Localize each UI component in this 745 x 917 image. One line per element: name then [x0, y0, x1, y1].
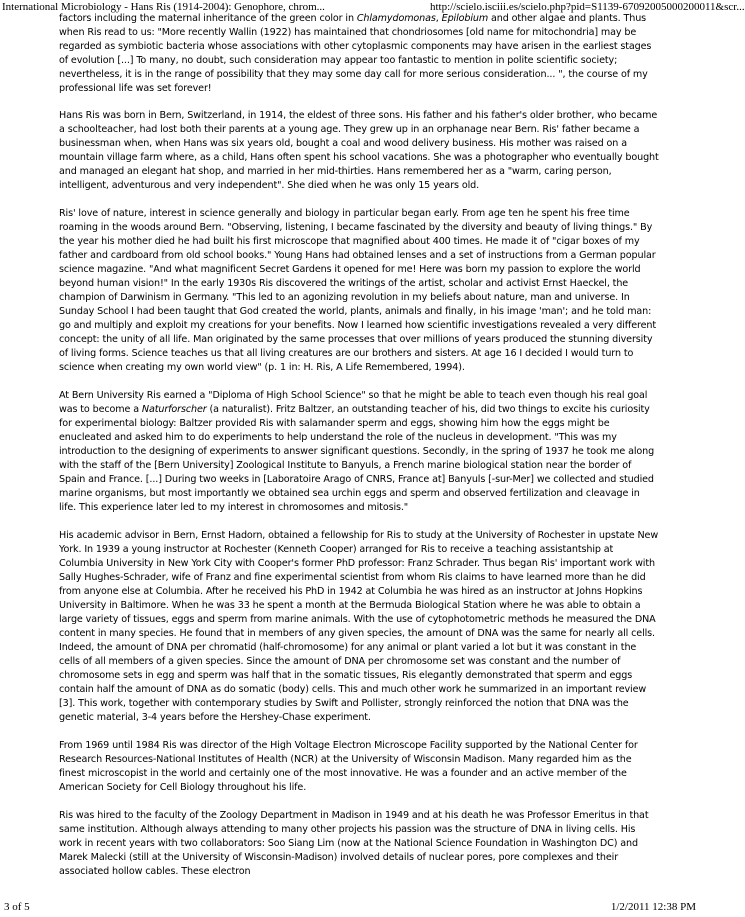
paragraph-text: His academic advisor in Bern, Ernst Hadorn, obtained a fellowship for Ris to study at the University of Rochester in upstate New York. In 1939 a young instructor at Rochester (Kenneth Cooper) arranged for Ris to receive a teaching assistantship at Columbia University in New York City with Cooper's former PhD professor: Franz Schrader. Thus began Ris' important work with Sally Hughes-Schrader, wife of Franz and fine experimental scientist from whom Ris claims to have learned more than he did from anyone else at Columbia. After he received his PhD in 1942 at Columbia he was hired as an instructor at Johns Hopkins University in Baltimore. When he was 33 he spent a month at the Bermuda Biological Station where he was able to obtain a large variety of tissues, eggs and sperm from marine animals. With the use of cytophotometric methods he measured the DNA content in many species. He found that in members of any given species, the amount of DNA was the same for nearly all cells. Indeed, the amount of DNA per chromatid (half-chromosome) for any animal or plant varied a lot but it was constant in the cells of all members of a given species. Since the amount of DNA per chromosome set was constant and the number of chromosome sets in egg and sperm was half that in the somatic tissues, Ris elegantly demonstrated that sperm and eggs contain half the amount of DNA as do somatic (body) cells. This and much other work he summarized in an important review [3]. This work, together with contemporary studies by Swift and Pollister, strongly reinforced the notion that DNA was the genetic material, 3-4 years before the Hershey-Chase experiment.: [59, 530, 659, 723]
paragraph-text: Ris' love of nature, interest in science generally and biology in particular began early. From age ten he spent his free time roaming in the woods around Bern. "Observing, listening, I became fascinated by the diversity and beauty of living things." By the year his mother died he had built his first microscope that magnified about 400 times. He made it of "cigar boxes of my father and cardboard from old school books." Young Hans had obtained lenses and a set of instructions from a German popular science magazine. "And what magnificent Secret Gardens it opened for me! Here was born my passion to explore the world beyond human vision!" In the early 1930s Ris discovered the writings of the artist, scholar and activist Ernst Haeckel, the champion of Darwinism in Germany. "This led to an agonizing revolution in my beliefs about nature, man and universe. In Sunday School I had been taught that God created the world, plants, animals and finally, in his image 'man'; and he told man: go and multiply and exploit my creations for your benefits. Now I learned how scientific investigations revealed a very different concept: the unity of all life. Man originated by the same processes that over millions of years produced the stunning diversity of living forms. Science teaches us that all living creatures are our brothers and sisters. At age 16 I decided I would turn to science when creating my own world view" (p. 1 in: H. Ris, A Life Remembered, 1994).: [59, 208, 657, 373]
article-body: [59, 12, 659, 893]
paragraph-text: At Bern University Ris earned a "Diploma of High School Science" so that he might be able to teach even though his real goal was to become a: [59, 390, 648, 415]
page-title: International Microbiology - Hans Ris (1914-2004): Genophore, chrom...: [2, 1, 325, 13]
italic-term: Naturforscher: [141, 404, 207, 415]
article-paragraph: [59, 12, 659, 96]
paragraph-text: and other algae and plants. Thus when Ris read to us: "More recently Wallin (1922) has maintained that chondriosomes [old name for mitochondria] may be regarded as symbiotic bacteria whose associations with other cytoplasmic components may have arisen in the earliest stages of evolution [...] To many, no doubt, such consideration may appear too fantastic to mention in polite scientific society; nevertheless, it is in the range of possibility that they may some day call for more serious consideration... ", the course of my professional life was set forever!: [59, 13, 652, 94]
paragraph-text: Ris was hired to the faculty of the Zoology Department in Madison in 1949 and at his death he was Professor Emeritus in that same institution. Although always attending to many other projects his passion was the structure of DNA in living cells. His work in recent years with two collaborators: Soo Siang Lim (now at the National Science Foundation in Washington DC) and Marek Malecki (still at the University of Wisconsin-Madison) involved details of nuclear pores, pore complexes and their associated hollow cables. These electron: [59, 810, 649, 877]
print-datetime: 1/2/2011 12:38 PM: [610, 901, 696, 913]
italic-term: Epilobium: [441, 13, 489, 24]
article-paragraph: [59, 207, 659, 375]
article-paragraph: [59, 389, 659, 515]
article-paragraph: [59, 529, 659, 725]
page-url: http://scielo.isciii.es/scielo.php?pid=S1139-67092005000200011&scr...: [430, 1, 745, 13]
page-number: 3 of 5: [4, 901, 30, 913]
print-footer: [0, 900, 700, 914]
paragraph-text: ,: [435, 13, 442, 24]
paragraph-text: (a naturalist). Fritz Baltzer, an outstanding teacher of his, did two things to excite his curiosity for experimental biology: Baltzer provided Ris with salamander sperm and eggs, showing him how the eggs might be enucleated and asked him to do experiments to help understand the role of the nucleus in development. "This was my introduction to the designing of experiments to answer significant questions. Secondly, in the spring of 1937 he took me along with the staff of the [Bern University] Zoological Institute to Banyuls, a French marine biological station near the border of Spain and France. [...] During two weeks in [Laboratoire Arago of CNRS, France at] Banyuls [-sur-Mer] we collected and studied marine organisms, but most importantly we obtained sea urchin eggs and sperm and observed fertilization and cleavage in life. This experience later led to my interest in chromosomes and mitosis.": [59, 404, 655, 513]
article-paragraph: [59, 809, 659, 879]
paragraph-text: Hans Ris was born in Bern, Switzerland, in 1914, the eldest of three sons. His father and his father's older brother, who became a schoolteacher, had lost both their parents at a young age. They grew up in an orphanage near Bern. Ris' father became a businessman when, when Hans was six years old, bought a coal and wood delivery business. His mother was raised on a mountain village farm where, as a child, Hans often spent his school vacations. She was a photographer who eventually bought and managed an elegant hat shop, and married in her mid-thirties. Hans remembered her as a "warm, caring person, intelligent, adventurous and very independent". She died when he was only 15 years old.: [59, 110, 659, 191]
italic-term: Chlamydomonas: [356, 13, 436, 24]
paragraph-text: factors including the maternal inheritance of the green color in: [59, 13, 357, 24]
paragraph-text: From 1969 until 1984 Ris was director of the High Voltage Electron Microscope Facility supported by the National Center for Research Resources-National Institutes of Health (NCR) at the University of Wisconsin Madison. Many regarded him as the finest microscopist in the world and certainly one of the most innovative. He was a founder and an active member of the American Society for Cell Biology throughout his life.: [59, 740, 638, 793]
article-paragraph: [59, 739, 659, 795]
article-paragraph: [59, 109, 659, 193]
